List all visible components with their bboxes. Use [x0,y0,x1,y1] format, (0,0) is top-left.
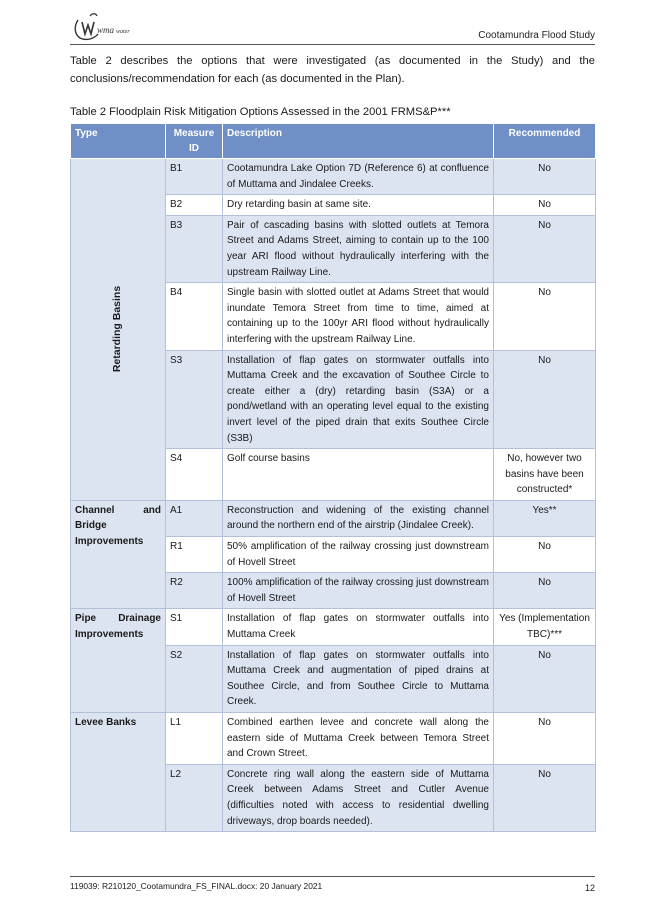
recommended: No [494,215,596,282]
type-cell-retarding-basins [71,159,166,501]
company-logo [72,12,144,42]
description: Installation of flap gates on stormwater outfalls into Muttama Creek and augmentation of piped drains at Southee Circle, and from Southee Circle to Muttama Creek. [223,645,494,712]
type-cell-channel-bridge: Channel and Bridge Improvements [71,500,166,609]
measure-id: B4 [166,283,223,350]
svg-text:water: water [116,29,130,35]
description: 100% amplification of the railway crossing just downstream of Hovell Street [223,573,494,609]
recommended: No [494,764,596,831]
recommended: No [494,283,596,350]
intro-paragraph: Table 2 describes the options that were investigated (as documented in the Study) and the conclusions/recommendation for each (as documented in the Plan). [70,55,595,85]
description: Reconstruction and widening of the existing channel around the northern end of the airstrip (Jindalee Creek). [223,500,494,536]
header-type: Type [71,124,166,159]
description: Dry retarding basin at same site. [223,195,494,216]
table-row [71,159,596,195]
measure-id: S3 [166,350,223,449]
options-table [70,123,596,832]
description: Cootamundra Lake Option 7D (Reference 6) at confluence of Muttama and Jindalee Creeks. [223,159,494,195]
type-cell-levee-banks: Levee Banks [71,713,166,832]
measure-id: S2 [166,645,223,712]
recommended: No [494,159,596,195]
table-header-row [71,124,596,159]
type-cell-pipe-drainage: Pipe Drainage Improvements [71,609,166,713]
table-row [71,500,596,536]
description: Golf course basins [223,449,494,501]
header-measure-id: Measure ID [166,124,223,159]
svg-text:wma: wma [97,25,115,35]
measure-id: S1 [166,609,223,645]
recommended: No [494,350,596,449]
wmawater-logo-icon [72,12,144,42]
description: 50% amplification of the railway crossing just downstream of Hovell Street [223,537,494,573]
measure-id: B1 [166,159,223,195]
description: Single basin with slotted outlet at Adams Street that would inundate Temora Street from time to time, aimed at containing up to the 100yr ARI flood without hydraulically interfering with the upstream Railway Line. [223,283,494,350]
recommended: Yes (Implementation TBC)*** [494,609,596,645]
recommended: No [494,645,596,712]
type-label: Retarding Basins [111,286,124,373]
header-recommended: Recommended [494,124,596,159]
measure-id: B3 [166,215,223,282]
page-footer [70,876,595,893]
measure-id: L1 [166,713,223,765]
document-reference: 119039: R210120_Cootamundra_FS_FINAL.docx: 20 January 2021 [70,881,323,891]
header-description: Description [223,124,494,159]
measure-id: R1 [166,537,223,573]
description: Installation of flap gates on stormwater outfalls into Muttama Creek [223,609,494,645]
table-caption: Table 2 Floodplain Risk Mitigation Options Assessed in the 2001 FRMS&P*** [70,106,451,118]
recommended: No [494,537,596,573]
recommended: No [494,573,596,609]
recommended: No, however two basins have been constructed* [494,449,596,501]
description: Pair of cascading basins with slotted outlets at Temora Street and Adams Street, aiming to contain up to the 100 year ARI flood without hydraulically interfering with the upstream Railway Line. [223,215,494,282]
measure-id: A1 [166,500,223,536]
header-title: Cootamundra Flood Study [478,30,595,41]
table-row [71,609,596,645]
measure-id: B2 [166,195,223,216]
table-row [71,713,596,765]
recommended: No [494,195,596,216]
recommended: No [494,713,596,765]
description: Installation of flap gates on stormwater outfalls into Muttama Creek and the excavation of Southee Circle to create either a (dry) retarding basin (S3A) or a pond/wetland with an operating level equal to the existing invert level of the piped drain that exits Southee Circle (S3B) [223,350,494,449]
description: Concrete ring wall along the eastern side of Muttama Creek between Adams Street and Cutler Avenue (difficulties noted with access to residential dwelling driveways, drop boards needed). [223,764,494,831]
page-number: 12 [584,883,595,893]
measure-id: S4 [166,449,223,501]
page-header [70,10,595,45]
description: Combined earthen levee and concrete wall along the eastern side of Muttama Creek between Temora Street and Crown Street. [223,713,494,765]
measure-id: R2 [166,573,223,609]
measure-id: L2 [166,764,223,831]
recommended: Yes** [494,500,596,536]
